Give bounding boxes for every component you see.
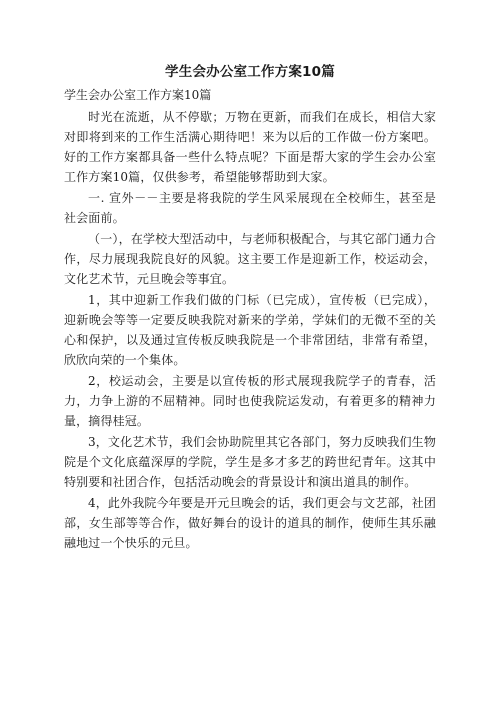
paragraph-item-1: 1，其中迎新工作我们做的门标（已完成），宣传板（已完成），迎新晚会等等一定要反映我院对新来的学弟，学妹们的无微不至的关心和保护，以及通过宣传板反映我院是一个非常团结，非常有希望，欣欣向荣的一个集体。 xyxy=(64,293,436,367)
paragraph-item-2: 2，校运动会，主要是以宣传板的形式展现我院学子的青春，活力，力争上游的不屈精神。同时也使我院运发动，有着更多的精神力量，摘得桂冠。 xyxy=(64,374,436,428)
paragraph-item-3: 3，文化艺术节，我们会协助院里其它各部门，努力反映我们生物院是个文化底蕴深厚的学院，学生是多才多艺的跨世纪青年。这其中特别要和社团合作，包括活动晚会的背景设计和演出道具的制作。 xyxy=(64,435,436,489)
paragraph-intro: 时光在流逝，从不停歇；万物在更新，而我们在成长，相信大家对即将到来的工作生活满心期待吧！来为以后的工作做一份方案吧。好的工作方案都具备一些什么特点呢？下面是帮大家的学生会办公室工作方案10篇，仅供参考，希望能够帮助到大家。 xyxy=(64,110,436,184)
paragraph-subsection-one: （一），在学校大型活动中，与老师积极配合，与其它部门通力合作，尽力展现我院良好的风貌。这主要工作是迎新工作，校运动会，文化艺术节，元旦晚会等事宜。 xyxy=(64,232,436,286)
document-subtitle: 学生会办公室工作方案10篇 xyxy=(64,88,212,102)
document-title: 学生会办公室工作方案10篇 xyxy=(165,64,335,80)
paragraph-item-4: 4，此外我院今年要是开元旦晚会的话，我们更会与文艺部，社团部，女生部等等合作，做好舞台的设计的道具的制作，使师生其乐融融地过一个快乐的元旦。 xyxy=(64,496,436,550)
paragraph-section-one: 一. 宣外－－主要是将我院的学生风采展现在全校师生，甚至是社会面前。 xyxy=(64,191,436,225)
